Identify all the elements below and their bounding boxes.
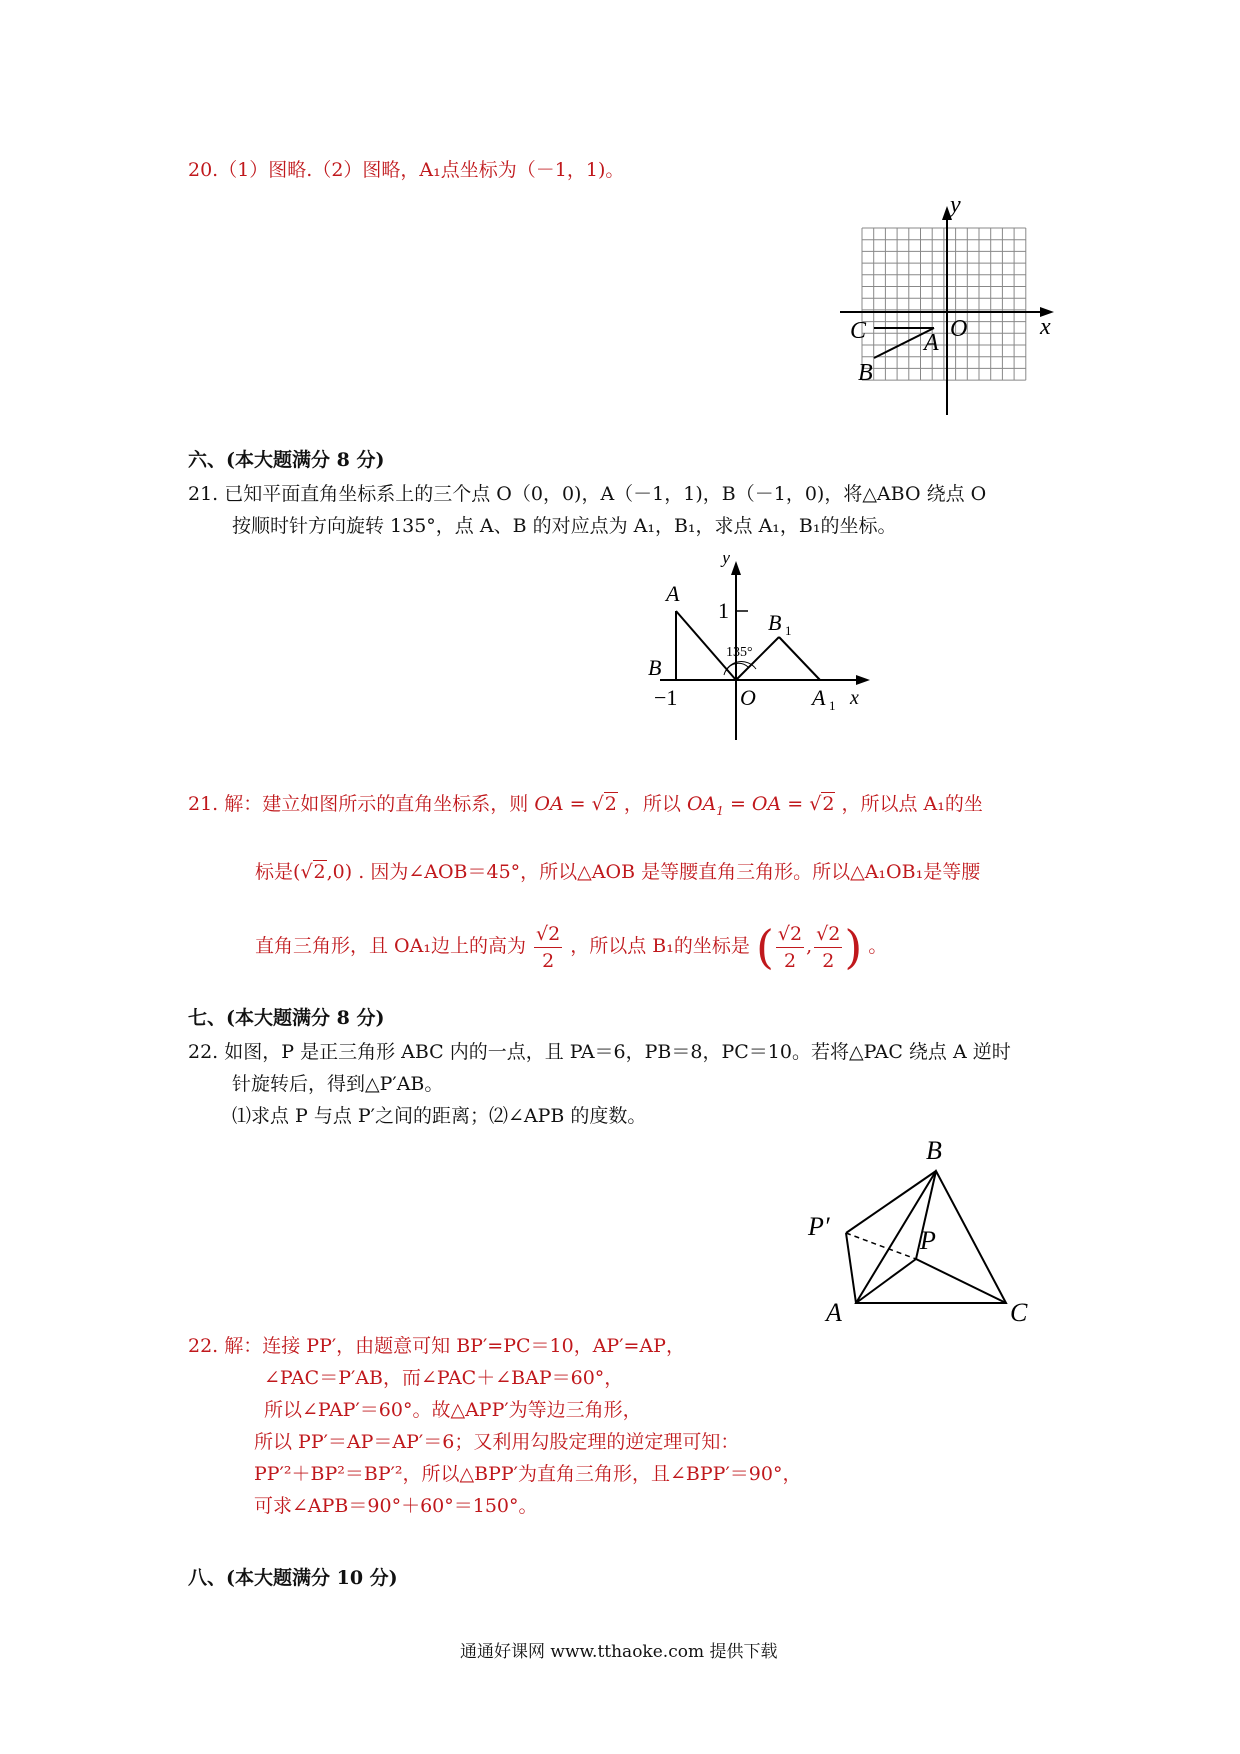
q20-a-label: A [924,330,939,356]
q22-b-label: B [926,1136,942,1165]
q20-c-label: C [850,318,867,344]
q21-sol-l1-pre: 21. 解：建立如图所示的直角坐标系，则 [188,793,529,815]
q21-b1-label: B [768,610,782,635]
sqrt-symbol: √2 [809,793,835,815]
q21-a1-label: A [812,685,826,710]
q22-line-3: ⑴求点 P 与点 P′之间的距离；⑵∠APB 的度数。 [232,1105,647,1127]
q21-sol-eq-1: = [569,793,586,815]
fraction: $\frac{√2}{2}$ [536,922,561,972]
q21-x-label: x [850,687,859,709]
q22-line-2: 针旋转后，得到△P′AB。 [232,1073,444,1095]
q21-one-label: 1 [718,598,729,623]
q21-neg1-label: −1 [654,685,678,710]
section-7-heading: 七、(本大题满分 8 分) [188,1007,385,1029]
q21-sol-coord-open: ( [293,861,301,883]
q21-sol-frac-num-3: 2 [828,922,841,945]
q21-line-2: 按顺时针方向旋转 135°，点 A、B 的对应点为 A₁，B₁，求点 A₁，B₁的坐标。 [232,515,897,537]
right-paren-symbol: ) [844,920,863,974]
q21-solution-line-2 [255,860,980,884]
q21-sol-radicand-3: 2 [313,861,326,883]
q21-sol-eq-3: = [787,793,804,815]
q20-o-label: O [950,316,968,342]
section-8-heading: 八、(本大题满分 10 分) [188,1567,398,1589]
sqrt-symbol: √2 [300,861,326,883]
q22-solution-line-2: ∠PAC＝P′AB，而∠PAC＋∠BAP＝60°， [264,1367,624,1389]
q22-solution-line-3: 所以∠PAP′＝60°。故△APP′为等边三角形， [264,1399,642,1421]
q21-solution-line-3 [255,916,887,976]
q21-sol-coord-rest: ,0) [326,861,353,883]
q21-sol-oa1 [686,793,724,818]
q22-line-1: 22. 如图，P 是正三角形 ABC 内的一点，且 PA＝6，PB＝8，PC＝10。若将△PAC 绕点 A 逆时 [188,1041,1011,1063]
q21-figure [640,555,880,749]
q21-solution-line-1 [188,792,983,823]
q20-answer: 20.（1）图略.（2）图略，A₁点坐标为（－1，1)。 [188,159,625,181]
q22-solution-line-4: 所以 PP′＝AP＝AP′＝6；又利用勾股定理的逆定理可知： [254,1431,740,1453]
q21-sol-oa-2: OA [751,793,782,815]
q21-sol-oa1-letters: OA [686,793,717,815]
q21-sol-eq-2: = [729,793,746,815]
q21-sol-l1-mid: ，所以 [623,793,681,815]
q22-p1-label: P′ [808,1212,830,1241]
left-paren-symbol: ( [755,920,774,974]
q21-sol-l3-pre: 直角三角形，且 OA₁边上的高为 [255,935,526,957]
q22-solution-line-5: PP′²＋BP²＝BP′²，所以△BPP′为直角三角形，且∠BPP′＝90°， [254,1463,802,1485]
q22-p-label: P [920,1226,936,1255]
q21-sol-l3-mid: ，所以点 B₁的坐标是 [570,935,750,957]
q20-x-label: x [1040,314,1051,340]
q21-sol-frac-num-2: 2 [790,922,803,945]
q21-sol-frac-num-1: 2 [548,922,561,945]
q21-sol-l2-post: . 因为∠AOB＝45°，所以△AOB 是等腰直角三角形。所以△A₁OB₁是等腰 [358,861,981,883]
fraction: $\frac{√2}{2}$ [777,922,803,972]
fraction: $\frac{√2}{2}$ [816,922,841,972]
q20-grid-figure [830,190,1070,424]
q22-solution-line-6: 可求∠APB＝90°＋60°＝150°。 [254,1495,538,1517]
q22-solution-line-1: 22. 解：连接 PP′，由题意可知 BP′=PC＝10，AP′=AP， [188,1335,685,1357]
q21-sol-l3-post: 。 [868,935,888,957]
q21-sol-l1-post: ，所以点 A₁的坐 [841,793,983,815]
q21-sol-radicand-1: 2 [604,793,617,815]
sqrt-symbol: √2 [591,793,617,815]
q21-sol-oa: OA [534,793,564,815]
q21-sol-frac-den-3: 2 [822,949,835,972]
q21-sol-radicand-2: 2 [822,793,835,815]
section-6-heading: 六、(本大题满分 8 分) [188,449,385,471]
q21-sol-frac-den-1: 2 [542,949,555,972]
q22-figure [800,1135,1050,1329]
q21-o-label: O [740,685,756,710]
q21-a-label: A [666,581,680,606]
q20-y-label: y [950,192,961,218]
q20-b-label: B [858,360,873,386]
q21-b1-sub: 1 [785,623,792,638]
q22-c-label: C [1010,1298,1028,1325]
q21-line-1: 21. 已知平面直角坐标系上的三个点 O（0，0)，A（－1，1)，B（－1，0)，将△ABO 绕点 O [188,483,987,505]
q21-y-label: y [722,555,730,567]
q21-sol-oa1-sub: 1 [716,803,724,818]
q21-b-label: B [648,655,662,680]
q22-a-label: A [826,1298,842,1325]
q21-sol-l2-pre: 标是 [255,861,294,883]
q21-angle-label: 135° [726,645,753,660]
q21-sol-comma: , [806,935,813,957]
q21-sol-frac-den-2: 2 [783,949,797,972]
q21-a1-sub: 1 [829,698,836,713]
page-footer: 通通好课网 www.tthaoke.com 提供下载 [460,1642,778,1662]
